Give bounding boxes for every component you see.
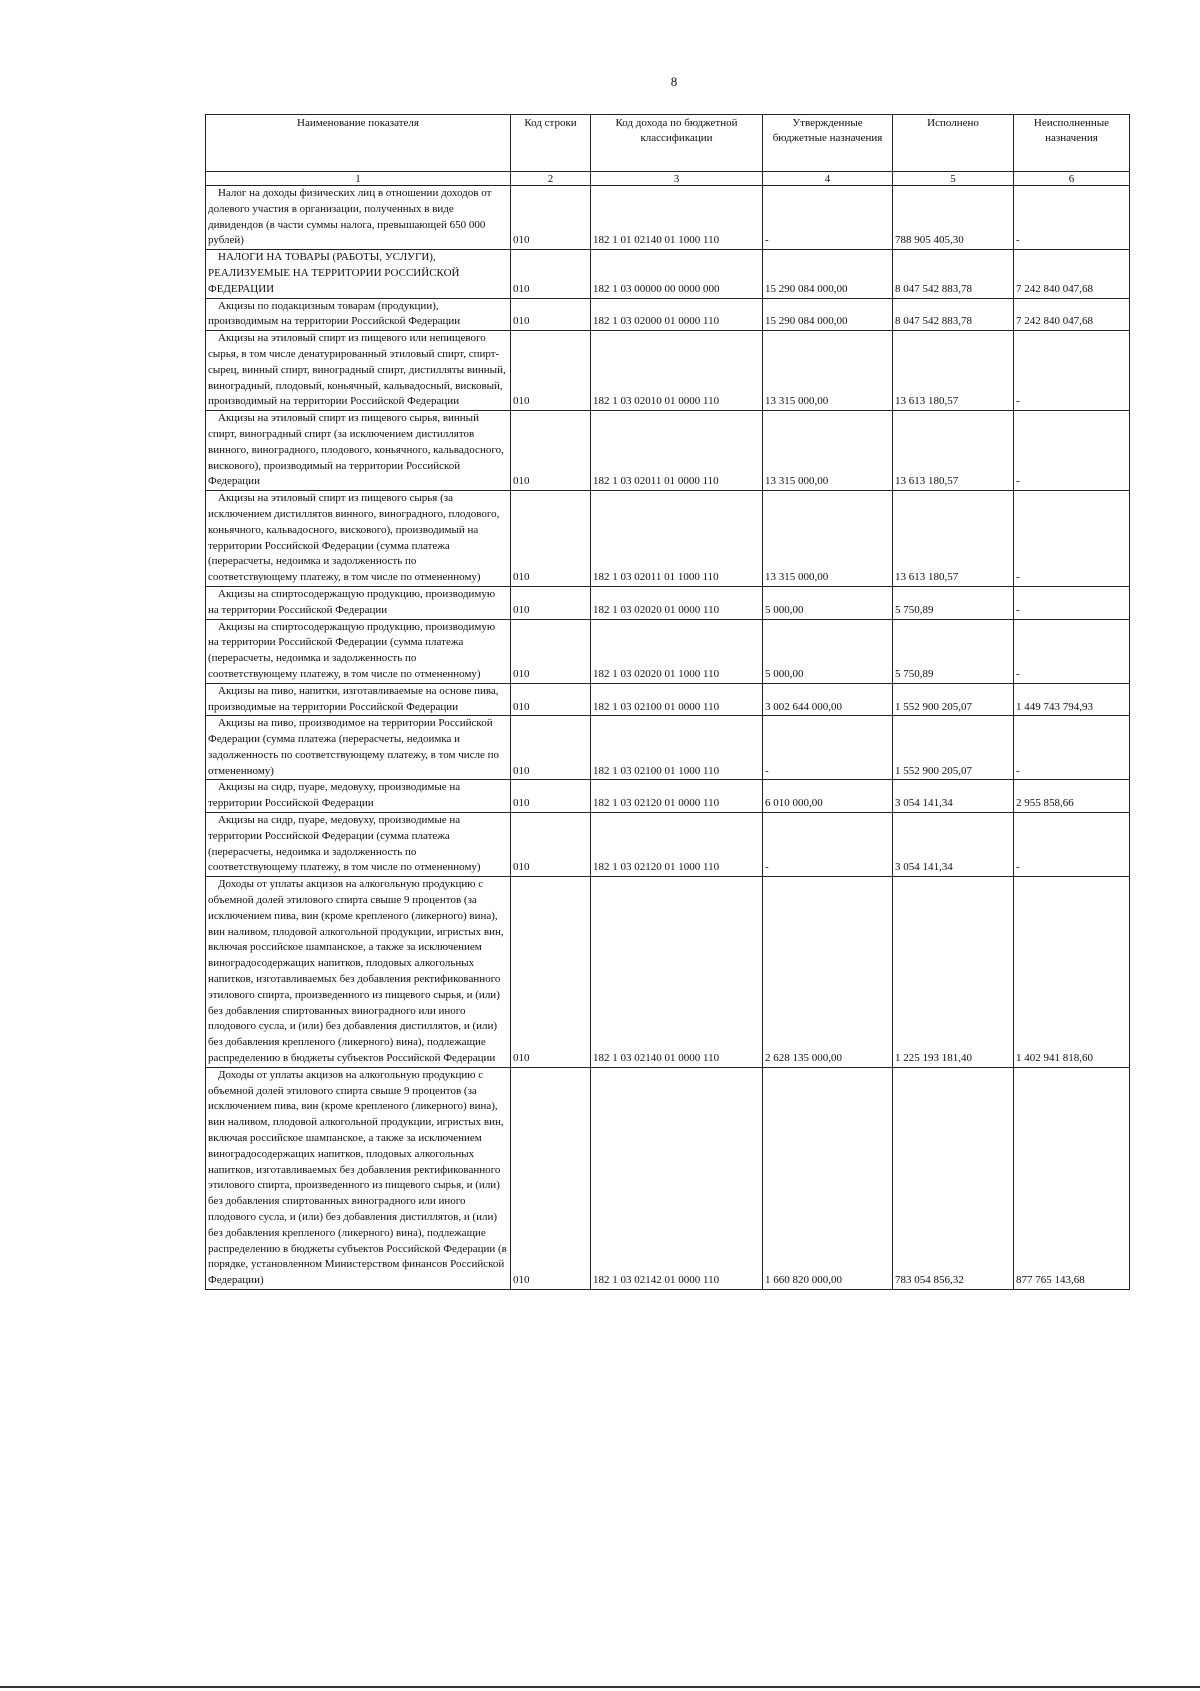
header-income-code: Код дохода по бюджетной классификации xyxy=(591,115,763,172)
column-number: 1 xyxy=(206,172,511,186)
row-name-text: Акцизы на спиртосодержащую продукцию, производимую на территории Российской Федерации xyxy=(208,587,496,616)
row-name-text: Акцизы на этиловый спирт из пищевого или непищевого сырья, в том числе денатурированный этиловый спирт, спирт-сырец, винный спирт, виноградный спирт, дистилляты винный, виноградный, плодовый, коньячный, кальвадосный, висковый, производимый на территории Российской Федерации xyxy=(208,332,506,408)
row-income-code: 182 1 03 02140 01 0000 110 xyxy=(591,877,763,1068)
row-unexecuted: - xyxy=(1014,716,1130,780)
row-name xyxy=(206,250,511,298)
row-line-code: 010 xyxy=(511,619,591,683)
row-name xyxy=(206,683,511,716)
row-line-code: 010 xyxy=(511,491,591,587)
row-unexecuted: - xyxy=(1014,491,1130,587)
row-line-code: 010 xyxy=(511,250,591,298)
row-executed: 3 054 141,34 xyxy=(893,813,1014,877)
row-name xyxy=(206,619,511,683)
row-unexecuted: - xyxy=(1014,331,1130,411)
row-income-code: 182 1 03 02000 01 0000 110 xyxy=(591,298,763,331)
row-unexecuted: 1 402 941 818,60 xyxy=(1014,877,1130,1068)
row-name-text: Акцизы на пиво, напитки, изготавливаемые на основе пива, производимые на территории Российской Федерации xyxy=(208,684,499,713)
row-executed: 13 613 180,57 xyxy=(893,411,1014,491)
row-name xyxy=(206,1067,511,1289)
row-income-code: 182 1 03 02020 01 0000 110 xyxy=(591,586,763,619)
row-income-code: 182 1 03 02011 01 0000 110 xyxy=(591,411,763,491)
row-name xyxy=(206,186,511,250)
row-unexecuted: - xyxy=(1014,619,1130,683)
row-name-text: Доходы от уплаты акцизов на алкогольную продукцию с объемной долей этилового спирта свыше 9 процентов (за исключением пива, вин (кроме крепленого (ликерного) вина), вин наливом, плодовой алкогольной продукции, игристых вин, включая российское шампанское, а также за исключением виноградосодержащих напитков, плодовых алкогольных напитков, изготавливаемых без добавления ректификованного этилового спирта, произведенного из пищевого сырья, и (или) без добавления спиртованных виноградного или иного плодового сусла, и (или) без добавления дистиллятов, и (или) без добавления крепленого (ликерного) вина), подлежащие распределению в бюджеты субъектов Российской Федерации xyxy=(208,878,504,1065)
row-unexecuted: 7 242 840 047,68 xyxy=(1014,250,1130,298)
table-row xyxy=(206,683,1130,716)
row-approved: 15 290 084 000,00 xyxy=(763,298,893,331)
budget-execution-table xyxy=(205,114,1130,1290)
table-row xyxy=(206,1067,1130,1289)
row-unexecuted: - xyxy=(1014,813,1130,877)
row-approved: 13 315 000,00 xyxy=(763,411,893,491)
row-unexecuted: 877 765 143,68 xyxy=(1014,1067,1130,1289)
row-name xyxy=(206,780,511,813)
row-name-text: Акцизы на этиловый спирт из пищевого сырья, винный спирт, виноградный спирт (за исключением дистиллятов винного, виноградного, плодового, коньячного, кальвадосного, вискового), производимый на территории Российской Федерации xyxy=(208,412,504,488)
row-name-text: Акцизы на этиловый спирт из пищевого сырья (за исключением дистиллятов винного, виноградного, плодового, коньячного, кальвадосного, вискового), производимый на территории Российской Федерации (сумма платежа (перерасчеты, недоимка и задолженность по соответствующему платежу, в том числе по отмененному) xyxy=(208,492,500,584)
row-name-text: НАЛОГИ НА ТОВАРЫ (РАБОТЫ, УСЛУГИ), РЕАЛИЗУЕМЫЕ НА ТЕРРИТОРИИ РОССИЙСКОЙ ФЕДЕРАЦИИ xyxy=(208,251,460,295)
header-indicator-name: Наименование показателя xyxy=(206,115,511,172)
header-unexecuted: Неисполненные назначения xyxy=(1014,115,1130,172)
column-number-row xyxy=(206,172,1130,186)
row-name-text: Акцизы на пиво, производимое на территории Российской Федерации (сумма платежа (перерасчеты, недоимка и задолженность по соответствующему платежу, в том числе по отмененному) xyxy=(208,717,500,777)
table-row xyxy=(206,877,1130,1068)
row-line-code: 010 xyxy=(511,877,591,1068)
row-name-text: Акцизы на спиртосодержащую продукцию, производимую на территории Российской Федерации (сумма платежа (перерасчеты, недоимка и задолженность по соответствующему платежу, в том числе по отмененному) xyxy=(208,620,496,680)
scan-edge-line xyxy=(0,1686,1200,1688)
row-name-text: Акцизы на сидр, пуаре, медовуху, производимые на территории Российской Федерации (сумма платежа (перерасчеты, недоимка и задолженность по соответствующему платежу, в том числе по отмененному) xyxy=(208,814,481,874)
column-number: 5 xyxy=(893,172,1014,186)
table-row xyxy=(206,186,1130,250)
row-line-code: 010 xyxy=(511,298,591,331)
row-line-code: 010 xyxy=(511,780,591,813)
row-approved: 1 660 820 000,00 xyxy=(763,1067,893,1289)
row-approved: - xyxy=(763,186,893,250)
column-number: 2 xyxy=(511,172,591,186)
row-approved: - xyxy=(763,716,893,780)
row-income-code: 182 1 03 02100 01 0000 110 xyxy=(591,683,763,716)
row-name xyxy=(206,331,511,411)
row-income-code: 182 1 03 02120 01 0000 110 xyxy=(591,780,763,813)
row-name xyxy=(206,877,511,1068)
row-executed: 13 613 180,57 xyxy=(893,331,1014,411)
row-name xyxy=(206,491,511,587)
table-row xyxy=(206,250,1130,298)
row-name xyxy=(206,716,511,780)
row-executed: 3 054 141,34 xyxy=(893,780,1014,813)
header-executed: Исполнено xyxy=(893,115,1014,172)
row-approved: 5 000,00 xyxy=(763,586,893,619)
table-row xyxy=(206,298,1130,331)
row-unexecuted: 7 242 840 047,68 xyxy=(1014,298,1130,331)
column-number: 4 xyxy=(763,172,893,186)
row-executed: 1 552 900 205,07 xyxy=(893,716,1014,780)
row-name-text: Акцизы по подакцизным товарам (продукции), производимым на территории Российской Федерации xyxy=(208,299,461,328)
row-approved: 5 000,00 xyxy=(763,619,893,683)
row-name xyxy=(206,813,511,877)
row-executed: 13 613 180,57 xyxy=(893,491,1014,587)
row-line-code: 010 xyxy=(511,411,591,491)
column-number: 6 xyxy=(1014,172,1130,186)
row-income-code: 182 1 01 02140 01 1000 110 xyxy=(591,186,763,250)
row-executed: 1 225 193 181,40 xyxy=(893,877,1014,1068)
row-executed: 5 750,89 xyxy=(893,619,1014,683)
row-line-code: 010 xyxy=(511,586,591,619)
row-executed: 1 552 900 205,07 xyxy=(893,683,1014,716)
row-approved: 13 315 000,00 xyxy=(763,331,893,411)
column-number: 3 xyxy=(591,172,763,186)
row-income-code: 182 1 03 00000 00 0000 000 xyxy=(591,250,763,298)
header-approved: Утвержденные бюджетные назначения xyxy=(763,115,893,172)
row-income-code: 182 1 03 02142 01 0000 110 xyxy=(591,1067,763,1289)
row-income-code: 182 1 03 02120 01 1000 110 xyxy=(591,813,763,877)
row-executed: 5 750,89 xyxy=(893,586,1014,619)
row-line-code: 010 xyxy=(511,683,591,716)
row-line-code: 010 xyxy=(511,716,591,780)
row-name xyxy=(206,411,511,491)
row-approved: 13 315 000,00 xyxy=(763,491,893,587)
row-executed: 783 054 856,32 xyxy=(893,1067,1014,1289)
table-row xyxy=(206,619,1130,683)
table-row xyxy=(206,716,1130,780)
table-row xyxy=(206,780,1130,813)
row-approved: - xyxy=(763,813,893,877)
row-unexecuted: 1 449 743 794,93 xyxy=(1014,683,1130,716)
row-name-text: Налог на доходы физических лиц в отношении доходов от долевого участия в организации, полученных в виде дивидендов (в части суммы налога, превышающей 650 000 рублей) xyxy=(208,187,492,247)
row-name-text: Акцизы на сидр, пуаре, медовуху, производимые на территории Российской Федерации xyxy=(208,781,461,810)
table-row xyxy=(206,331,1130,411)
row-income-code: 182 1 03 02020 01 1000 110 xyxy=(591,619,763,683)
row-income-code: 182 1 03 02011 01 1000 110 xyxy=(591,491,763,587)
row-executed: 788 905 405,30 xyxy=(893,186,1014,250)
row-unexecuted: - xyxy=(1014,186,1130,250)
row-line-code: 010 xyxy=(511,331,591,411)
row-approved: 6 010 000,00 xyxy=(763,780,893,813)
row-approved: 3 002 644 000,00 xyxy=(763,683,893,716)
row-line-code: 010 xyxy=(511,813,591,877)
row-income-code: 182 1 03 02010 01 0000 110 xyxy=(591,331,763,411)
row-unexecuted: - xyxy=(1014,411,1130,491)
row-line-code: 010 xyxy=(511,186,591,250)
row-approved: 2 628 135 000,00 xyxy=(763,877,893,1068)
table-row xyxy=(206,411,1130,491)
page-number: 8 xyxy=(670,74,678,89)
row-unexecuted: 2 955 858,66 xyxy=(1014,780,1130,813)
row-unexecuted: - xyxy=(1014,586,1130,619)
header-line-code: Код строки xyxy=(511,115,591,172)
row-name xyxy=(206,586,511,619)
row-executed: 8 047 542 883,78 xyxy=(893,250,1014,298)
table-row xyxy=(206,813,1130,877)
row-income-code: 182 1 03 02100 01 1000 110 xyxy=(591,716,763,780)
row-name xyxy=(206,298,511,331)
row-name-text: Доходы от уплаты акцизов на алкогольную продукцию с объемной долей этилового спирта свыше 9 процентов (за исключением пива, вин (кроме крепленого (ликерного) вина), вин наливом, плодовой алкогольной продукции, игристых вин, включая российское шампанское, а также за исключением виноградосодержащих напитков, плодовых алкогольных напитков, изготавливаемых без добавления ректификованного этилового спирта, произведенного из пищевого сырья, и (или) без добавления спиртованных виноградного или иного плодового сусла, и (или) без добавления дистиллятов, и (или) без добавления крепленого (ликерного) вина), подлежащие распределению в бюджеты субъектов Российской Федерации (в порядке, установленном Министерством финансов Российской Федерации) xyxy=(208,1068,507,1287)
row-executed: 8 047 542 883,78 xyxy=(893,298,1014,331)
table-row xyxy=(206,491,1130,587)
row-approved: 15 290 084 000,00 xyxy=(763,250,893,298)
table-row xyxy=(206,586,1130,619)
table-header-row xyxy=(206,115,1130,172)
row-line-code: 010 xyxy=(511,1067,591,1289)
